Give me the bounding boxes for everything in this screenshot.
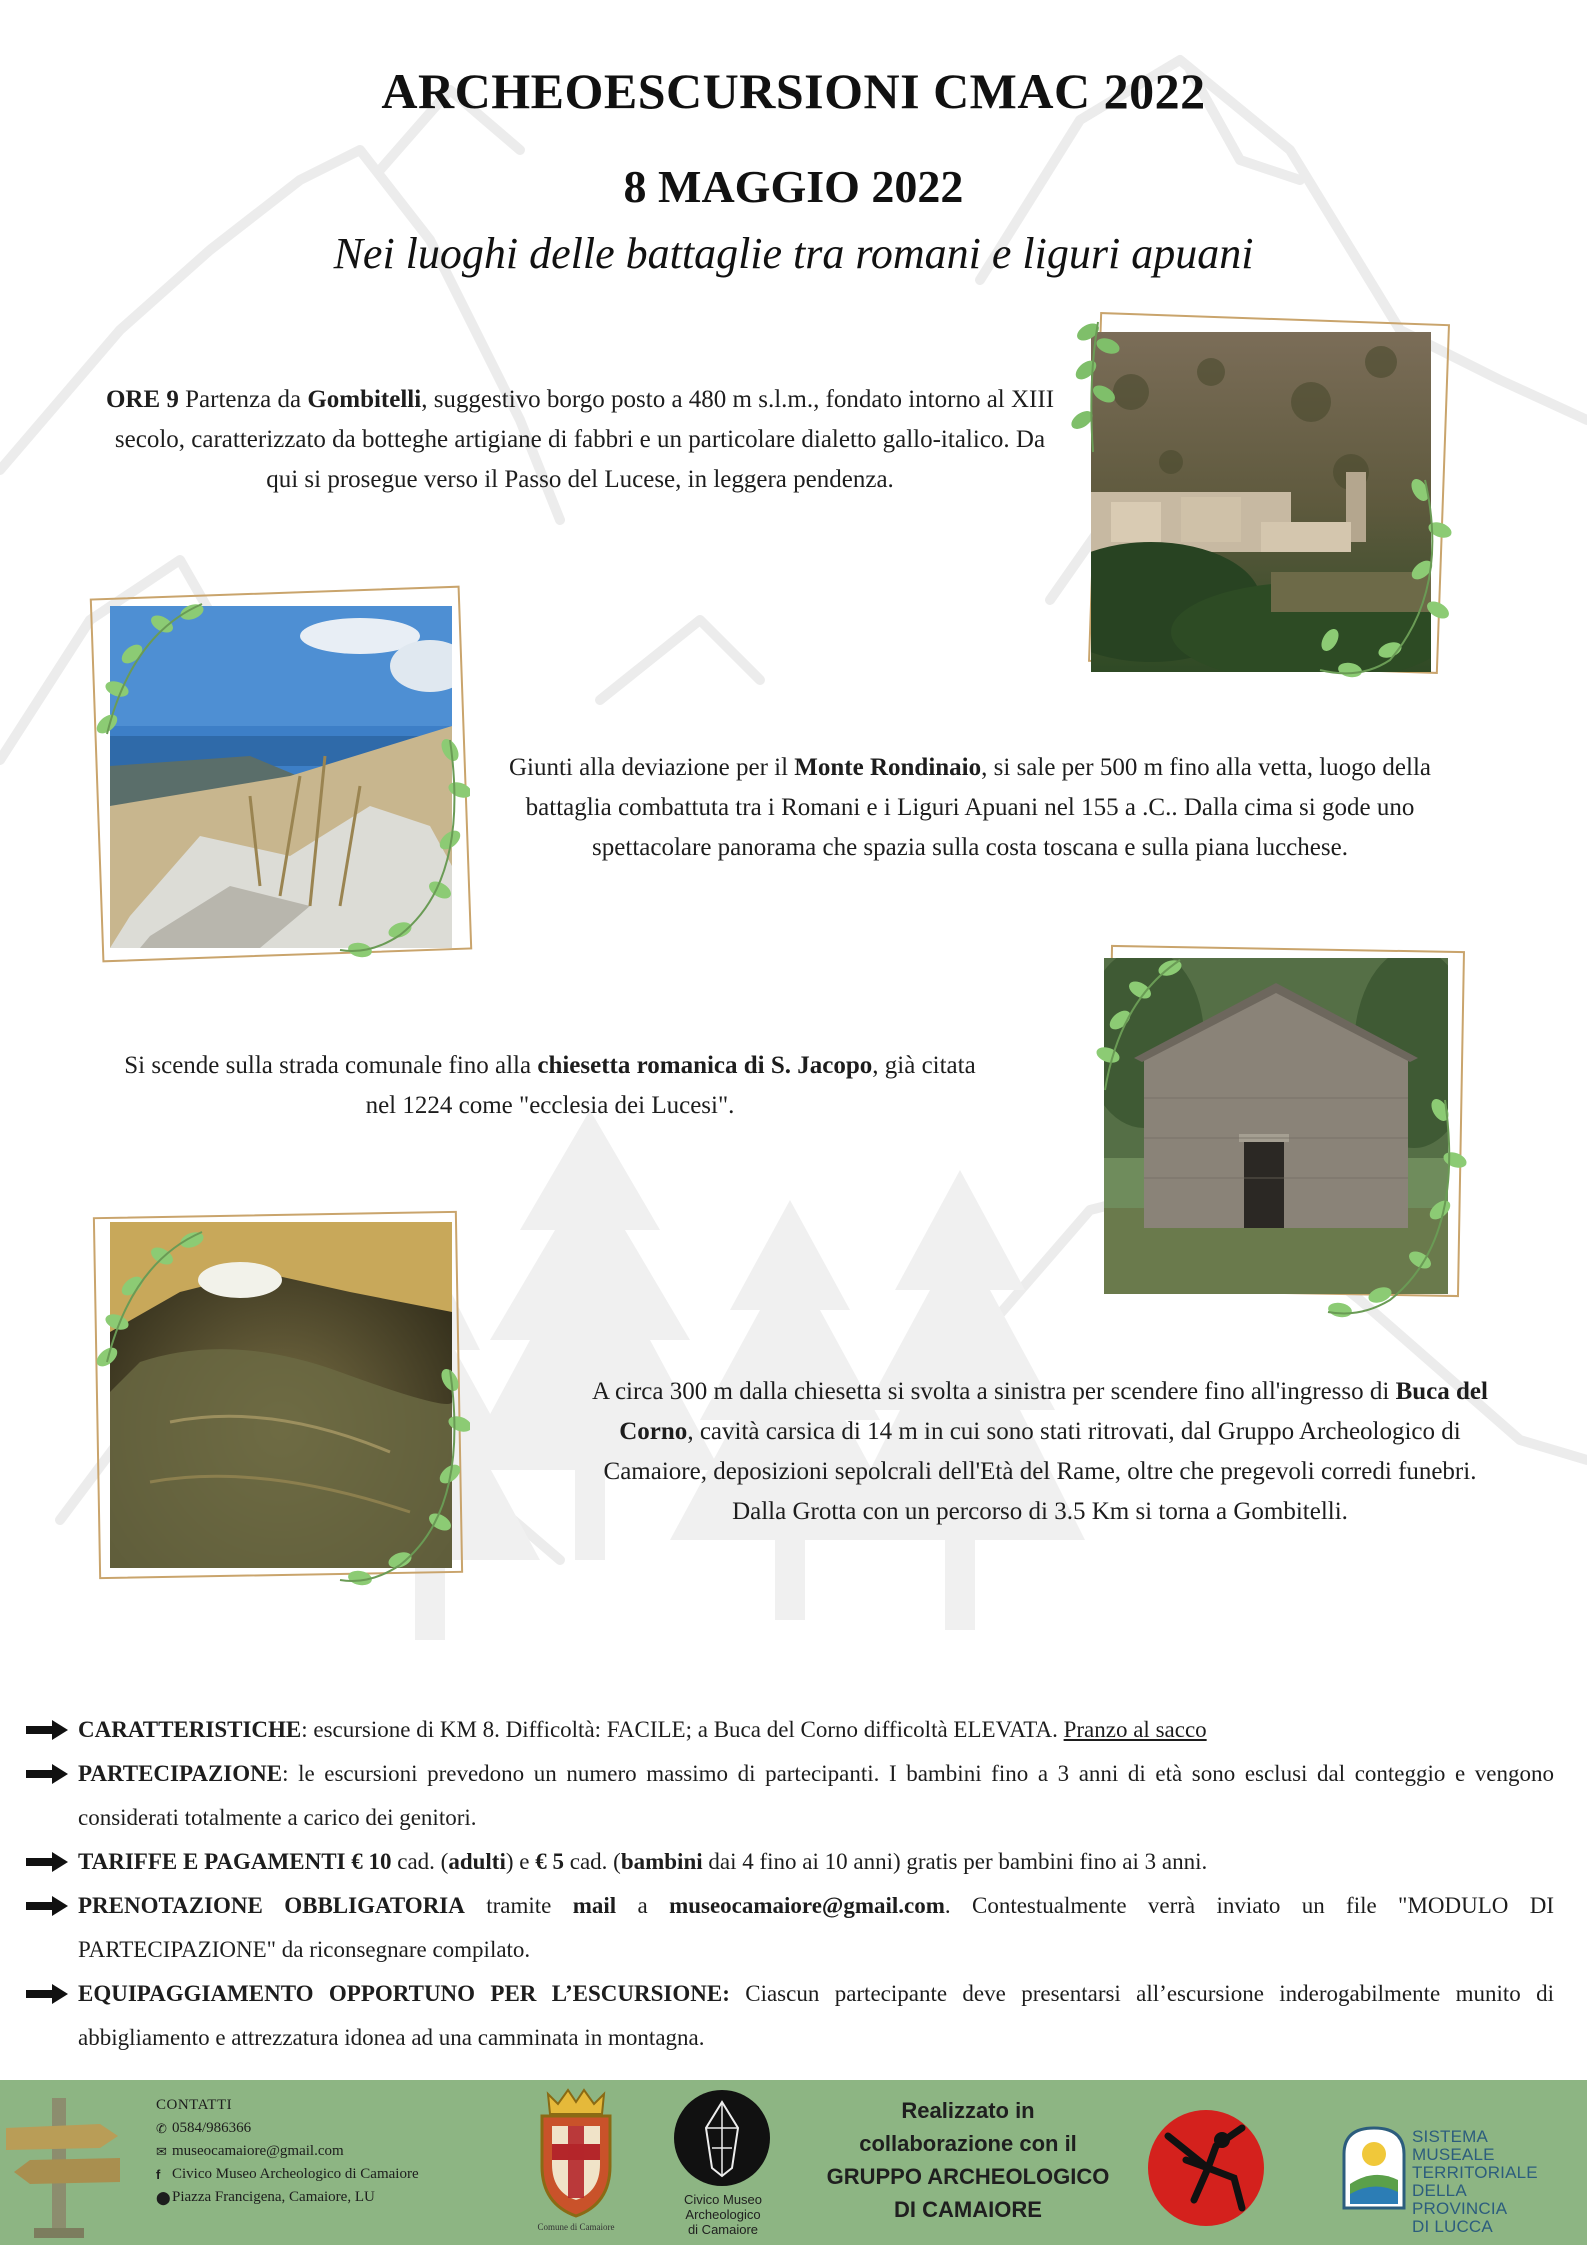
facebook-icon: f	[156, 2167, 161, 2182]
info-bold: adulti	[448, 1849, 506, 1874]
gruppo-archeologico-logo	[1146, 2108, 1266, 2228]
text-span: , cavità carsica di 14 m in cui sono stati ritrovati, dal Gruppo Archeologico di Camaiore, deposizioni sepolcrali dell'Età del Rame, oltre che pregevoli corredi funebri. Dalla Grotta con un percorso di 3.5 Km si torna a Gombitelli.	[603, 1418, 1477, 1525]
phone-icon: ✆	[156, 2121, 167, 2136]
museo-label-line: Civico Museo	[683, 2192, 763, 2207]
museo-label-line: di Camaiore	[687, 2222, 759, 2237]
info-text: a	[616, 1893, 670, 1918]
collab-line: Realizzato in	[901, 2098, 1035, 2123]
text-span: , già citata nel 1224 come "ecclesia dei Lucesi".	[365, 1052, 976, 1119]
place-name: chiesetta romanica di S. Jacopo	[537, 1052, 873, 1079]
leaf-garland-decoration	[330, 730, 470, 970]
museo-label	[668, 2192, 778, 2237]
info-list	[26, 1708, 1554, 2060]
info-equipaggiamento	[26, 1972, 1554, 2060]
info-text: : escursione di KM 8. Difficoltà: FACILE; a Buca del Corno difficoltà ELEVATA.	[301, 1717, 1064, 1742]
contacts-block	[156, 2094, 419, 2209]
event-subtitle: Nei luoghi delle battaglie tra romani e liguri apuani	[333, 229, 1254, 278]
info-label: PARTECIPAZIONE	[78, 1761, 283, 1786]
info-text: cad. (	[563, 1849, 621, 1874]
info-text: tramite	[464, 1893, 573, 1918]
collab-line: GRUPPO ARCHEOLOGICO	[826, 2164, 1110, 2189]
place-name: Monte Rondinaio	[794, 754, 982, 781]
paragraph-buca-del-corno	[580, 1372, 1500, 1532]
info-text: : le escursioni prevedono un numero massimo di partecipanti. I bambini fino a 3 anni di età sono esclusi dal conteggio e vengono considerati totalmente a carico dei genitori.	[78, 1761, 1554, 1830]
leaf-garland-decoration	[1320, 1090, 1470, 1330]
mail-icon: ✉	[156, 2144, 167, 2159]
contacts-title: CONTATTI	[156, 2097, 233, 2113]
event-date: 8 MAGGIO 2022	[623, 161, 964, 212]
location-pin-icon: ⬤	[156, 2190, 171, 2205]
info-text: Ciascun partecipante deve presentarsi all’escursione inderogabilmente munito di abbigliamento e attrezzatura idonea ad una camminata in montagna.	[78, 1981, 1554, 2050]
contact-phone[interactable]: 0584/986366	[172, 2120, 252, 2136]
leaf-garland-decoration	[1068, 312, 1148, 462]
info-bold: mail	[572, 1893, 617, 1918]
email-link[interactable]: museocamaiore@gmail.com	[669, 1893, 945, 1918]
sistema-line: DELLA PROVINCIA	[1412, 2181, 1508, 2218]
paragraph-chiesetta	[110, 1046, 990, 1126]
leaf-garland-decoration	[1090, 950, 1190, 1100]
place-name: Buca del Corno	[619, 1378, 1488, 1445]
info-label: EQUIPAGGIAMENTO OPPORTUNO PER L’ESCURSIONE:	[78, 1981, 730, 2006]
text-span: Partenza da	[178, 386, 308, 413]
time-label: ORE 9	[105, 386, 179, 413]
collab-line: collaborazione con il	[859, 2131, 1077, 2156]
leaf-garland-decoration	[1310, 470, 1460, 700]
sistema-museale-text	[1412, 2128, 1562, 2236]
text-span: , suggestivo borgo posto a 480 m s.l.m., fondato intorno al XIII secolo, caratterizzato da botteghe artigiane di fabbri e un particolare dialetto gallo-italico. Da qui si prosegue verso il Passo del Lucese, in leggera pendenza.	[114, 386, 1055, 493]
arrow-right-icon	[26, 1720, 68, 1740]
text-span: Si scende sulla strada comunale fino alla	[124, 1052, 538, 1079]
footer	[0, 2080, 1587, 2245]
info-partecipazione	[26, 1752, 1554, 1840]
info-text: dai 4 fino ai 10 anni) gratis per bambini fino ai 3 anni.	[702, 1849, 1208, 1874]
info-text: cad. (	[391, 1849, 449, 1874]
info-label: TARIFFE E PAGAMENTI	[78, 1849, 346, 1874]
info-text: ) e	[505, 1849, 536, 1874]
page-title: ARCHEOESCURSIONI CMAC 2022	[381, 63, 1206, 119]
info-tariffe	[26, 1840, 1554, 1884]
comune-camaiore-crest	[528, 2086, 624, 2222]
contact-facebook[interactable]: Civico Museo Archeologico di Camaiore	[172, 2166, 419, 2182]
sistema-line: DI LUCCA	[1412, 2217, 1493, 2236]
collaboration-text	[808, 2094, 1128, 2226]
info-label: CARATTERISTICHE	[78, 1717, 302, 1742]
arrow-right-icon	[26, 1764, 68, 1784]
info-text: . Contestualmente verrà inviato un file "MODULO DI PARTECIPAZIONE" da riconsegnare compilato.	[78, 1893, 1554, 1962]
text-span: Giunti alla deviazione per il	[508, 754, 795, 781]
text-span: , si sale per 500 m fino alla vetta, luogo della battaglia combattuta tra i Romani e i Liguri Apuani nel 155 a .C.. Dalla cima si gode uno spettacolare panorama che spazia sulla costa toscana e sulla piana lucchese.	[525, 754, 1432, 861]
contact-email[interactable]: museocamaiore@gmail.com	[172, 2143, 344, 2159]
paragraph-rondinaio	[480, 748, 1460, 868]
info-label: PRENOTAZIONE OBBLIGATORIA	[78, 1893, 465, 1918]
contact-address: Piazza Francigena, Camaiore, LU	[172, 2189, 375, 2205]
arrow-right-icon	[26, 1984, 68, 2004]
sistema-line: TERRITORIALE	[1412, 2163, 1538, 2182]
museo-label-line: Archeologico	[685, 2207, 761, 2222]
arrow-right-icon	[26, 1896, 68, 1916]
signpost-icon	[0, 2088, 130, 2238]
text-span: A circa 300 m dalla chiesetta si svolta a sinistra per scendere fino all'ingresso di	[592, 1378, 1396, 1405]
museo-logo-icon	[672, 2088, 772, 2188]
leaf-garland-decoration	[92, 1222, 212, 1372]
place-name: Gombitelli	[307, 386, 422, 413]
sistema-museale-logo	[1340, 2124, 1408, 2210]
arrow-right-icon	[26, 1852, 68, 1872]
comune-label: Comune di Camaiore	[537, 2222, 615, 2232]
leaf-garland-decoration	[330, 1360, 470, 1600]
pranzo-link: Pranzo al sacco	[1063, 1717, 1207, 1742]
collab-line: DI CAMAIORE	[894, 2197, 1042, 2222]
sistema-line: SISTEMA MUSEALE	[1412, 2127, 1495, 2164]
info-bold: bambini	[620, 1849, 703, 1874]
info-prenotazione	[26, 1884, 1554, 1972]
price-child: € 5	[535, 1849, 564, 1874]
info-caratteristiche	[26, 1708, 1554, 1752]
leaf-garland-decoration	[92, 594, 212, 744]
paragraph-gombitelli	[100, 380, 1060, 500]
price-adult: € 10	[351, 1849, 392, 1874]
